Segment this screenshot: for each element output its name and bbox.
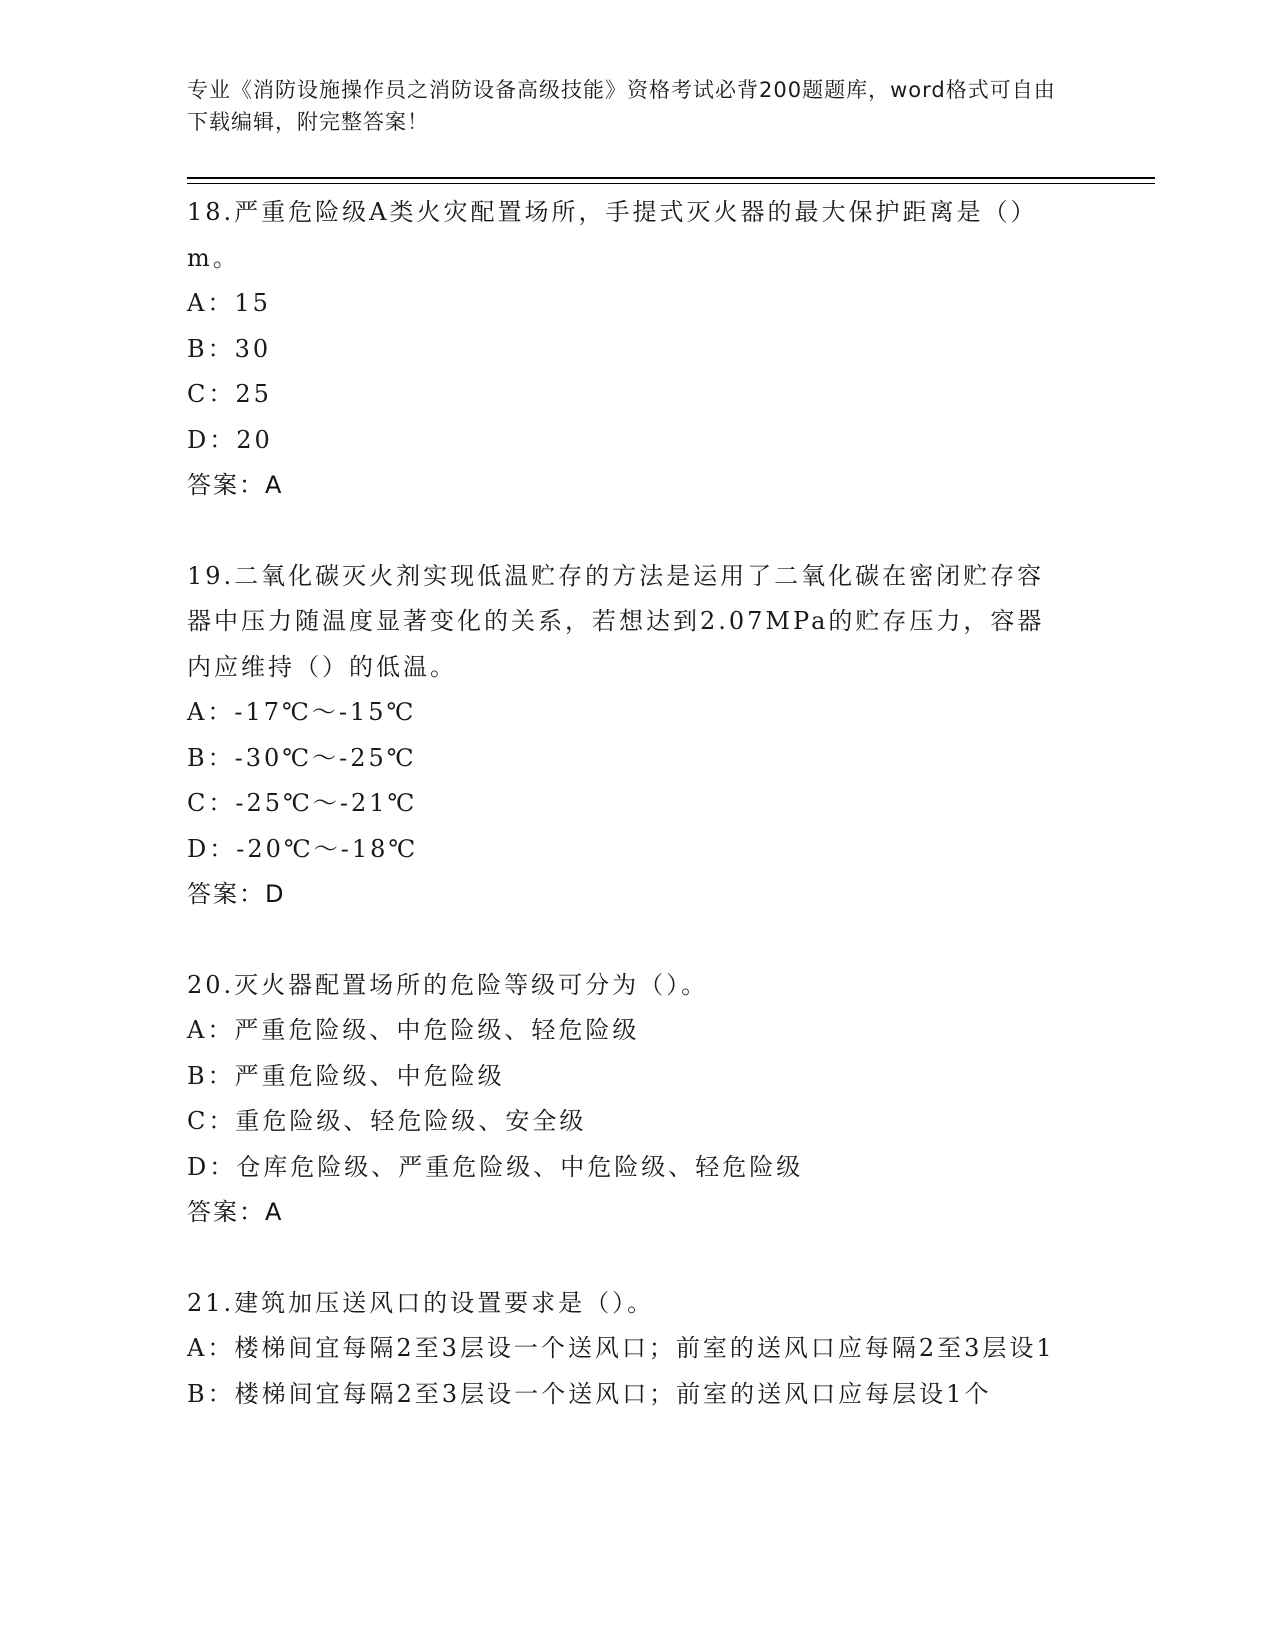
option-b: B：严重危险级、中危险级 bbox=[187, 1061, 505, 1090]
question-18 bbox=[187, 190, 1087, 509]
option-c: C：重危险级、轻危险级、安全级 bbox=[187, 1107, 587, 1135]
question-stem: 20.灭火器配置场所的危险等级可分为（）。 bbox=[187, 970, 709, 999]
answer-line: 答案：D bbox=[187, 880, 286, 908]
answer-line: 答案：A bbox=[187, 471, 284, 499]
header-rule-thick bbox=[187, 177, 1155, 179]
option-b: B：-30℃～-25℃ bbox=[187, 743, 417, 772]
question-20 bbox=[187, 963, 1087, 1236]
question-21 bbox=[187, 1281, 1087, 1418]
option-d: D：20 bbox=[187, 425, 273, 454]
option-c: C：-25℃～-21℃ bbox=[187, 789, 418, 817]
option-a: A：严重危险级、中危险级、轻危险级 bbox=[187, 1016, 640, 1044]
question-stem: 21.建筑加压送风口的设置要求是（）。 bbox=[187, 1288, 655, 1317]
question-stem: 18.严重危险级A类火灾配置场所，手提式灭火器的最大保护距离是（）m。 bbox=[187, 198, 1038, 272]
question-list bbox=[187, 190, 1087, 1417]
option-b: B：30 bbox=[187, 334, 272, 363]
option-d: D：仓库危险级、严重危险级、中危险级、轻危险级 bbox=[187, 1152, 804, 1181]
document-header: 专业《消防设施操作员之消防设备高级技能》资格考试必背200题题库，word格式可自由下载编辑，附完整答案！ bbox=[187, 78, 1056, 134]
option-d: D：-20℃～-18℃ bbox=[187, 834, 419, 863]
option-a: A：楼梯间宜每隔2至3层设一个送风口；前室的送风口应每隔2至3层设1 bbox=[187, 1334, 1055, 1362]
option-a: A：-17℃～-15℃ bbox=[187, 698, 417, 726]
header-rule-thin bbox=[187, 183, 1155, 184]
option-a: A：15 bbox=[187, 289, 271, 317]
question-stem: 19.二氧化碳灭火剂实现低温贮存的方法是运用了二氧化碳在密闭贮存容器中压力随温度显著变化的关系，若想达到2.07MPa的贮存压力，容器内应维持（）的低温。 bbox=[187, 561, 1045, 681]
question-19 bbox=[187, 554, 1087, 918]
option-b: B：楼梯间宜每隔2至3层设一个送风口；前室的送风口应每层设1个 bbox=[187, 1379, 992, 1408]
option-c: C：25 bbox=[187, 380, 272, 408]
answer-line: 答案：A bbox=[187, 1198, 284, 1226]
